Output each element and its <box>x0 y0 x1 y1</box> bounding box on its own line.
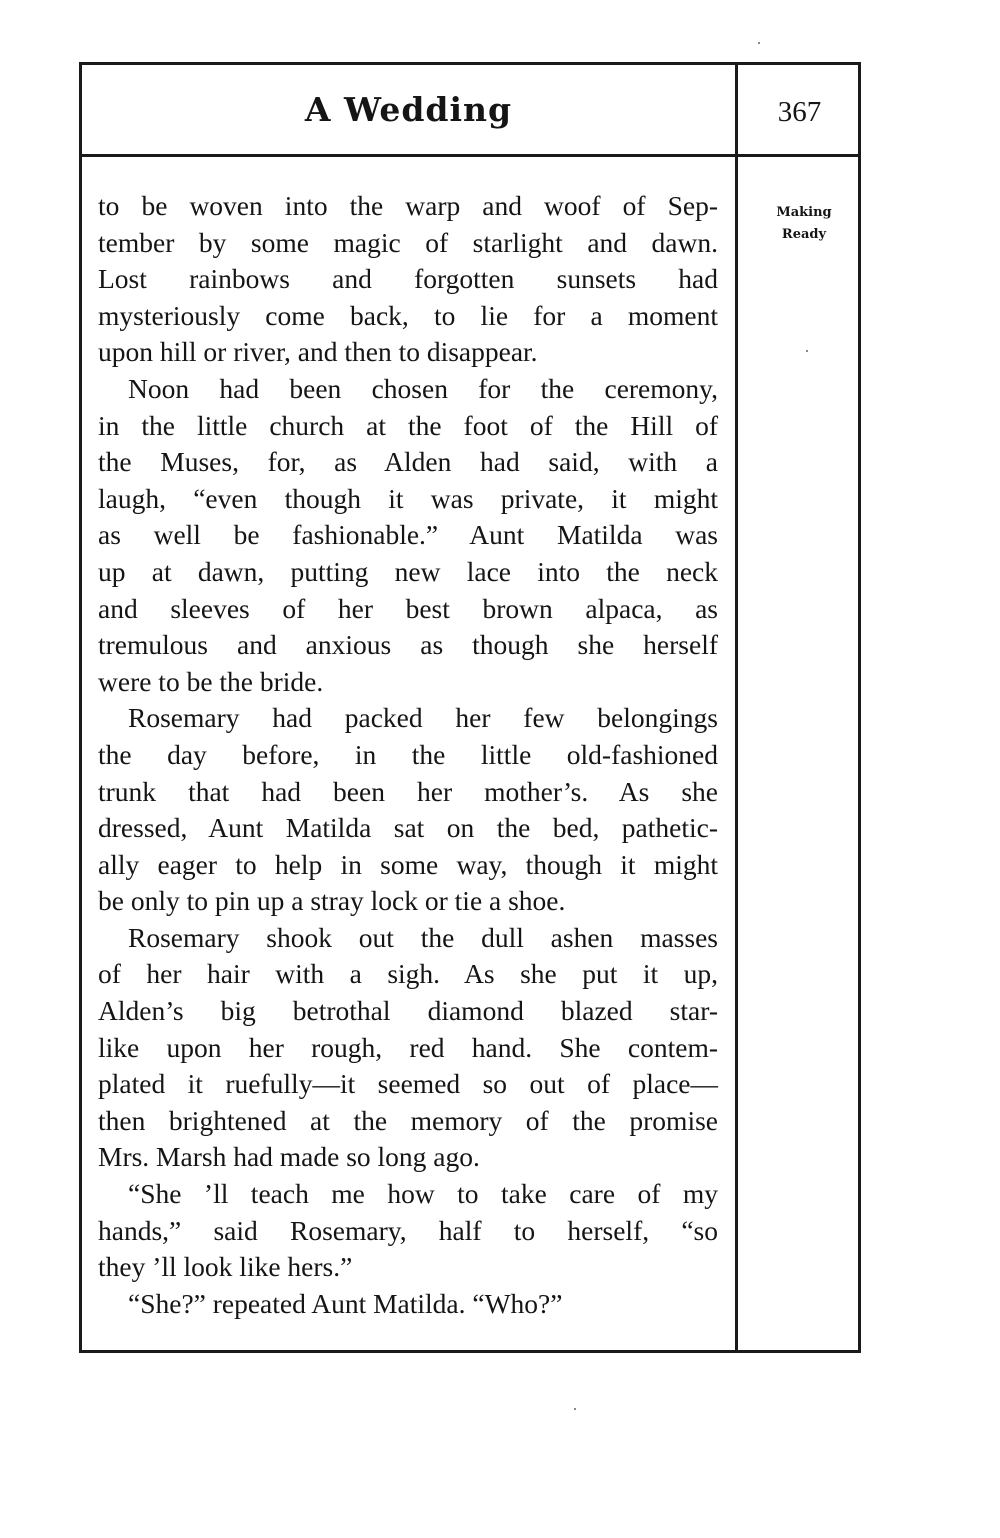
paper-speck <box>806 350 808 352</box>
paragraph-2-line-2: in the little church at the foot of the Hill of <box>98 409 718 441</box>
paragraph-1-line-5: upon hill or river, and then to disappear. <box>98 336 538 368</box>
paragraph-4-line-3: Alden’s big betrothal diamond blazed star- <box>98 995 718 1027</box>
paragraph-3-line-4: dressed, Aunt Matilda sat on the bed, pathetic- <box>98 812 718 844</box>
paragraph-2-line-5: as well be fashionable.” Aunt Matilda was <box>98 519 718 551</box>
paragraph-4-line-5: plated it ruefully—it seemed so out of place— <box>98 1068 718 1100</box>
paragraph-3-line-2: the day before, in the little old-fashioned <box>98 738 718 770</box>
paragraph-2-line-1: Noon had been chosen for the ceremony, <box>128 372 718 404</box>
paragraph-3-line-6: be only to pin up a stray lock or tie a shoe. <box>98 885 566 917</box>
paragraph-3-line-5: ally eager to help in some way, though it might <box>98 848 718 880</box>
paragraph-2-line-7: and sleeves of her best brown alpaca, as <box>98 592 718 624</box>
header-rule <box>79 154 861 157</box>
paragraph-1-line-3: Lost rainbows and forgotten sunsets had <box>98 263 718 295</box>
paragraph-4-line-7: Mrs. Marsh had made so long ago. <box>98 1141 480 1173</box>
paragraph-1-line-1: to be woven into the warp and woof of Sep- <box>98 190 718 221</box>
running-title: A Wedding <box>304 90 513 129</box>
paragraph-2-line-6: up at dawn, putting new lace into the neck <box>98 555 718 587</box>
column-divider <box>735 62 738 1353</box>
paragraph-5-line-3: they ’ll look like hers.” <box>98 1251 353 1283</box>
paragraph-2-line-4: laugh, “even though it was private, it might <box>98 482 718 514</box>
page-number: 367 <box>777 96 822 128</box>
paragraph-6-line-1: “She?” repeated Aunt Matilda. “Who?” <box>128 1287 563 1319</box>
paper-speck <box>574 1408 576 1410</box>
paragraph-5-line-1: “She ’ll teach me how to take care of my <box>128 1178 718 1210</box>
paragraph-2-line-9: were to be the bride. <box>98 665 324 697</box>
paragraph-3-line-1: Rosemary had packed her few belongings <box>128 702 718 734</box>
paragraph-5-line-2: hands,” said Rosemary, half to herself, “so <box>98 1214 718 1246</box>
paragraph-3-line-3: trunk that had been her mother’s. As she <box>98 775 718 807</box>
paragraph-1-line-2: tember by some magic of starlight and dawn. <box>98 226 718 258</box>
paper-speck <box>758 42 760 44</box>
paragraph-4-line-6: then brightened at the memory of the promise <box>98 1104 718 1136</box>
paragraph-4-line-2: of her hair with a sigh. As she put it up, <box>98 958 718 990</box>
paragraph-2-line-8: tremulous and anxious as though she herself <box>98 629 718 661</box>
body-text <box>98 188 718 1322</box>
margin-note-line-1: Making <box>776 205 832 220</box>
paragraph-4-line-1: Rosemary shook out the dull ashen masses <box>128 921 718 953</box>
paragraph-1-line-4: mysteriously come back, to lie for a moment <box>98 299 718 331</box>
margin-note-line-2: Ready <box>781 227 827 242</box>
paragraph-4-line-4: like upon her rough, red hand. She contem- <box>98 1031 718 1063</box>
margin-note <box>752 202 856 246</box>
paragraph-2-line-3: the Muses, for, as Alden had said, with a <box>98 446 718 478</box>
